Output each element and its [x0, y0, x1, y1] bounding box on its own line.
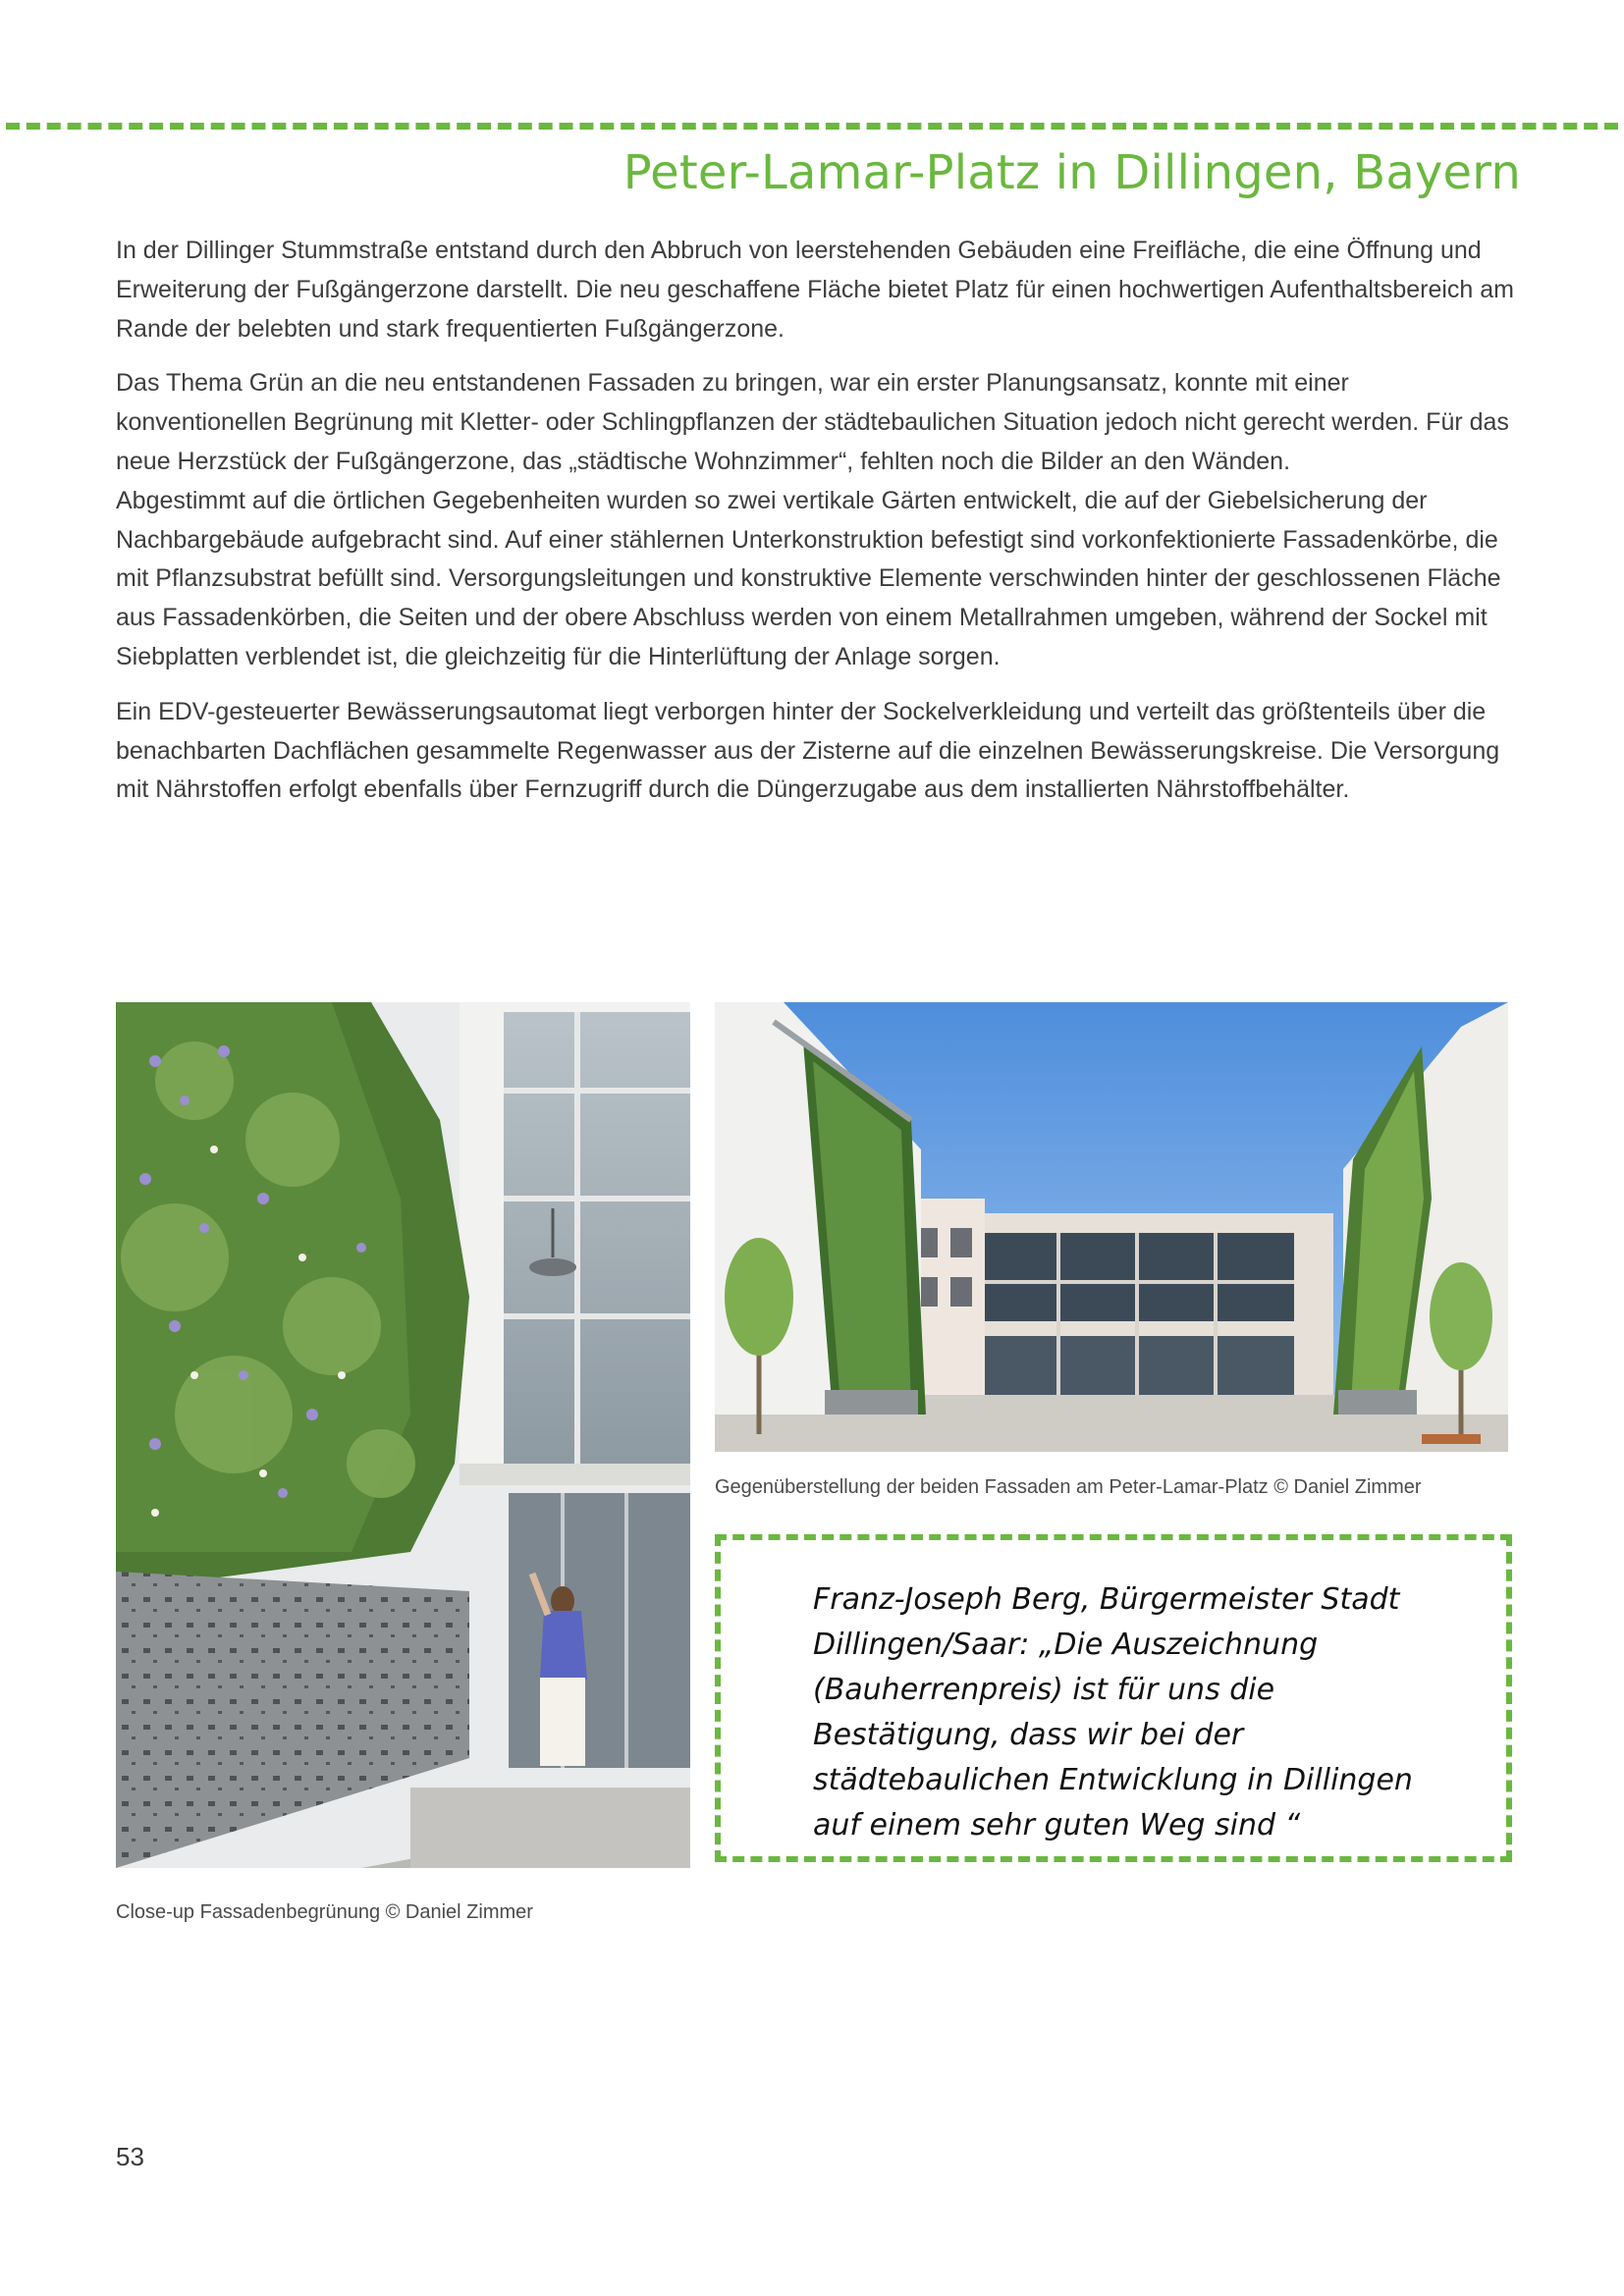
paragraph: Das Thema Grün an die neu entstandenen Fassaden zu bringen, war ein erster Planungsansatz, konnte mit einer konventionellen Begrünung mit Kletter- oder Schlingpflanzen der städtebaulichen Situation jedoch nicht gerecht werden. Für das neue Herzstück der Fußgängerzone, das „städtische Wohnzimmer“, fehlten noch die Bilder an den Wänden. — [116, 369, 1509, 475]
article-body — [116, 232, 1520, 826]
paragraph: Abgestimmt auf die örtlichen Gegebenheiten wurden so zwei vertikale Gärten entwickelt, die auf der Giebelsicherung der Nachbargebäude aufgebracht sind. Auf einer stählernen Unterkonstruktion befestigt sind vorkonfektionierte Fassadenkörbe, die mit Pflanzsubstrat befüllt sind. Versorgungsleitungen und konstruktive Elemente verschwinden hinter der geschlossenen Fläche aus Fassadenkörben, die Seiten und der obere Abschluss werden von einem Metallrahmen umgeben, während der Sockel mit Siebplatten verblendet ist, die gleichzeitig für die Hinterlüftung der Anlage sorgen. — [116, 486, 1501, 670]
quote-text: Franz-Joseph Berg, Bürgermeister Stadt Dillingen/Saar: „Die Auszeichnung (Bauherrenpreis) ist für uns die Bestätigung, dass wir bei der städtebaulichen Entwicklung in Dillingen auf einem sehr guten Weg sind “ — [813, 1582, 1413, 1842]
page-number: 53 — [116, 2142, 144, 2171]
facades-photo-caption: Gegenüberstellung der beiden Fassaden am Peter-Lamar-Platz © Daniel Zimmer — [715, 1476, 1422, 1498]
top-dashed-rule — [6, 123, 1618, 130]
quote-box — [715, 1534, 1512, 1862]
page-title: Peter-Lamar-Platz in Dillingen, Bayern — [623, 145, 1521, 200]
paragraph: Ein EDV-gesteuerter Bewässerungsautomat liegt verborgen hinter der Sockelverkleidung und verteilt das größtenteils über die benachbarten Dachflächen gesammelte Regenwasser aus der Zisterne auf die einzelnen Bewässerungskreise. Die Versorgung mit Nährstoffen erfolgt ebenfalls über Fernzugriff durch die Düngerzugabe aus dem installierten Nährstoffbehälter. — [116, 697, 1500, 804]
facades-comparison-photo — [715, 1002, 1508, 1452]
closeup-facade-photo — [116, 1002, 690, 1868]
closeup-photo-caption: Close-up Fassadenbegrünung © Daniel Zimmer — [116, 1901, 533, 1923]
paragraph: In der Dillinger Stummstraße entstand durch den Abbruch von leerstehenden Gebäuden eine Freifläche, die eine Öffnung und Erweiterung der Fußgängerzone darstellt. Die neu geschaffene Fläche bietet Platz für einen hochwertigen Aufenthaltsbereich am Rande der belebten und stark frequentierten Fußgängerzone. — [116, 237, 1514, 343]
